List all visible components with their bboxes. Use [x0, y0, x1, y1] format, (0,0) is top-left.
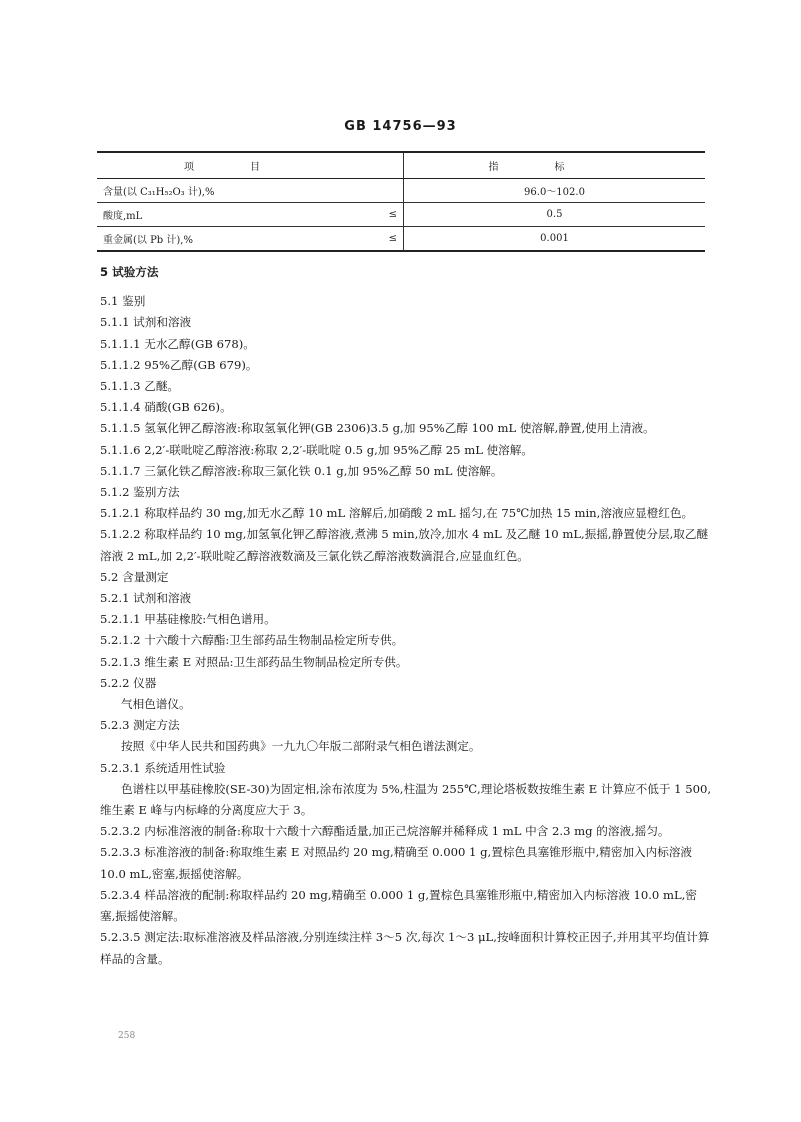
table-cell-value: 0.5 [404, 203, 706, 227]
clause: 5.2.3.4 样品溶液的配制:称取样品约 20 mg,精确至 0.000 1 g,置棕色具塞锥形瓶中,精密加入内标溶液 10.0 mL,密塞,振摇使溶解。 [100, 887, 697, 924]
table-cell-sign: ≤ [361, 203, 404, 227]
table-header-item: 项目 [97, 152, 404, 179]
subsection-heading: 5.1.2 鉴别方法 [100, 485, 180, 500]
clause: 按照《中华人民共和国药典》一九九〇年版二部附录气相色谱法测定。 [121, 739, 481, 754]
table-row [97, 179, 705, 203]
document-header: GB 14756—93 [344, 119, 457, 134]
subsection-heading: 5.2.3 测定方法 [100, 718, 180, 733]
table-header-value: 指标 [404, 152, 706, 179]
clause: 5.1.1.6 2,2′-联吡啶乙醇溶液:称取 2,2′-联吡啶 0.5 g,加 95%乙醇 25 mL 使溶解。 [100, 442, 533, 457]
clause: 气相色谱仪。 [121, 697, 191, 712]
clause: 5.1.1.1 无水乙醇(GB 678)。 [100, 336, 255, 351]
subsection-heading: 5.2.1 试剂和溶液 [100, 591, 192, 606]
table-row [97, 203, 705, 227]
clause: 5.2.1.2 十六酸十六醇酯:卫生部药品生物制品检定所专供。 [100, 633, 404, 648]
table-header-row [97, 152, 705, 179]
table-cell-item: 重金属(以 Pb 计),% [97, 227, 361, 252]
clause: 5.2.3.2 内标准溶液的制备:称取十六酸十六醇酯适量,加正己烷溶解并稀释成 1 mL 中含 2.3 mg 的溶液,摇匀。 [100, 824, 670, 839]
subsection-heading: 5.2.2 仪器 [100, 675, 157, 690]
subsection-heading: 5.1 鉴别 [100, 294, 146, 309]
subsection-heading: 5.2.3.1 系统适用性试验 [100, 760, 226, 775]
clause: 5.1.1.2 95%乙醇(GB 679)。 [100, 357, 258, 372]
clause: 5.1.2.2 称取样品约 10 mg,加氢氧化钾乙醇溶液,煮沸 5 min,放冷,加水 4 mL 及乙醚 10 mL,振摇,静置使分层,取乙醚溶液 2 mL,加 2,2′-联吡啶乙醇溶液数滴及三氯化铁乙醇溶液数滴混合,应显血红色。 [100, 527, 709, 563]
clause: 色谱柱以甲基硅橡胶(SE-30)为固定相,涂布浓度为 5%,柱温为 255℃,理论塔板数按维生素 E 计算应不低于 1 500,维生素 E 峰与内标峰的分离度应大于 3。 [100, 781, 712, 818]
clause: 5.2.1.3 维生素 E 对照品:卫生部药品生物制品检定所专供。 [100, 654, 408, 669]
clause: 5.2.3.5 测定法:取标准溶液及样品溶液,分别连续注样 3～5 次,每次 1～3 μL,按峰面积计算校正因子,并用其平均值计算样品的含量。 [100, 930, 710, 966]
document-body [100, 262, 712, 970]
clause: 5.1.1.4 硝酸(GB 626)。 [100, 400, 232, 415]
clause: 5.1.2.1 称取样品约 30 mg,加无水乙醇 10 mL 溶解后,加硝酸 2 mL 摇匀,在 75℃加热 15 min,溶液应显橙红色。 [100, 506, 694, 521]
table-cell-value: 96.0～102.0 [404, 179, 706, 203]
page-number: 258 [118, 1031, 136, 1041]
section-heading: 5 试验方法 [100, 265, 159, 279]
table-cell-item: 含量(以 C₃₁H₅₂O₃ 计),% [97, 179, 361, 203]
subsection-heading: 5.1.1 试剂和溶液 [100, 315, 192, 330]
spec-table [97, 151, 705, 252]
clause: 5.1.1.3 乙醚。 [100, 379, 180, 394]
clause: 5.1.1.5 氢氧化钾乙醇溶液:称取氢氧化钾(GB 2306)3.5 g,加 95%乙醇 100 mL 使溶解,静置,使用上清液。 [100, 421, 655, 436]
table-cell-sign [361, 179, 404, 203]
clause: 5.1.1.7 三氯化铁乙醇溶液:称取三氯化铁 0.1 g,加 95%乙醇 50 mL 使溶解。 [100, 463, 503, 478]
table-cell-value: 0.001 [404, 227, 706, 252]
clause: 5.2.1.1 甲基硅橡胶:气相色谱用。 [100, 612, 276, 627]
subsection-heading: 5.2 含量测定 [100, 569, 169, 584]
table-cell-item: 酸度,mL [97, 203, 361, 227]
clause: 5.2.3.3 标准溶液的制备:称取维生素 E 对照品约 20 mg,精确至 0.000 1 g,置棕色具塞锥形瓶中,精密加入内标溶液 10.0 mL,密塞,振摇使溶解。 [100, 845, 693, 881]
table-row [97, 227, 705, 252]
table-cell-sign: ≤ [361, 227, 404, 252]
